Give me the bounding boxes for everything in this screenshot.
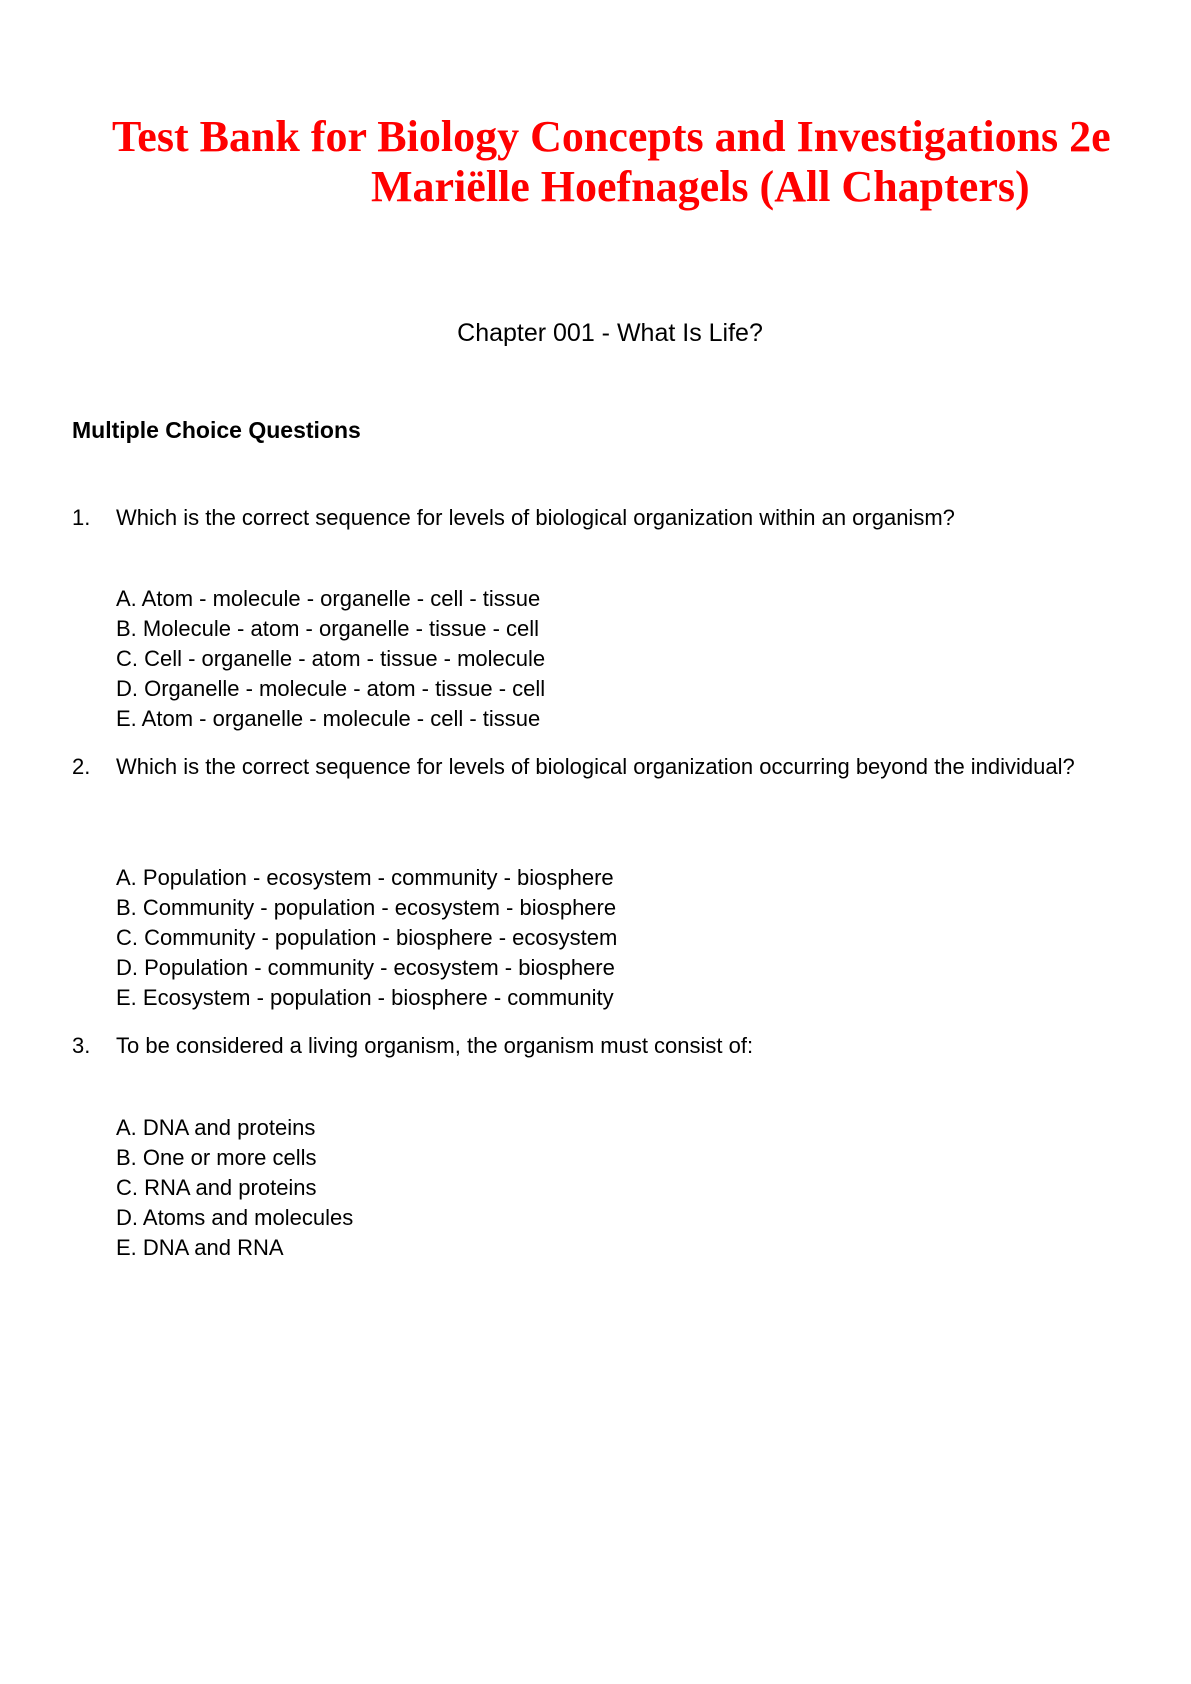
answer-option: E. Atom - organelle - molecule - cell - tissue bbox=[116, 706, 541, 731]
question-number: 3. bbox=[72, 1033, 91, 1058]
title-line-1: Test Bank for Biology Concepts and Investigations 2e bbox=[112, 112, 1111, 161]
answer-option: B. Community - population - ecosystem - biosphere bbox=[116, 895, 617, 920]
section-heading: Multiple Choice Questions bbox=[72, 417, 361, 443]
question-2-options bbox=[116, 863, 617, 1013]
answer-option: A. Population - ecosystem - community - biosphere bbox=[116, 865, 614, 890]
answer-option: D. Population - community - ecosystem - biosphere bbox=[116, 955, 615, 980]
question-1-options bbox=[116, 584, 545, 734]
answer-option: B. One or more cells bbox=[116, 1145, 317, 1170]
answer-option: D. Organelle - molecule - atom - tissue - cell bbox=[116, 676, 546, 701]
title-line-2: Mariëlle Hoefnagels (All Chapters) bbox=[371, 162, 1030, 211]
answer-option: B. Molecule - atom - organelle - tissue - cell bbox=[116, 616, 540, 641]
question-text: To be considered a living organism, the organism must consist of: bbox=[116, 1033, 754, 1058]
answer-option: C. Community - population - biosphere - ecosystem bbox=[116, 925, 618, 950]
question-3-options bbox=[116, 1113, 353, 1263]
question-text: Which is the correct sequence for levels of biological organization within an organism? bbox=[116, 505, 955, 530]
answer-option: C. RNA and proteins bbox=[116, 1175, 317, 1200]
answer-option: E. DNA and RNA bbox=[116, 1235, 284, 1260]
chapter-heading: Chapter 001 - What Is Life? bbox=[457, 319, 763, 347]
answer-option: A. DNA and proteins bbox=[116, 1115, 316, 1140]
answer-option: A. Atom - molecule - organelle - cell - tissue bbox=[116, 586, 541, 611]
question-text: Which is the correct sequence for levels of biological organization occurring beyond the individual? bbox=[116, 754, 1075, 779]
question-number: 2. bbox=[72, 754, 91, 779]
answer-option: D. Atoms and molecules bbox=[116, 1205, 354, 1230]
answer-option: C. Cell - organelle - atom - tissue - molecule bbox=[116, 646, 546, 671]
question-number: 1. bbox=[72, 505, 91, 530]
answer-option: E. Ecosystem - population - biosphere - community bbox=[116, 985, 614, 1010]
